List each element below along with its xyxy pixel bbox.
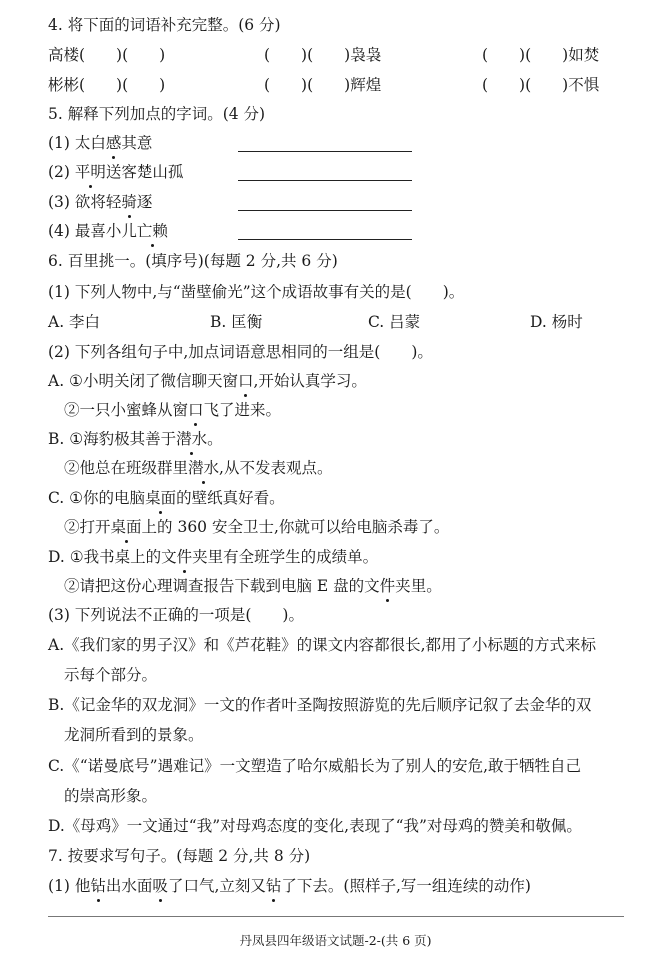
q4-heading: 4. 将下面的词语补充完整。(6 分) <box>48 16 281 34</box>
q6-s2-option-a-2 <box>64 399 281 421</box>
q5-item-4-dotted: 亡赖 <box>136 222 168 240</box>
q6-s2-d2-post: 里。 <box>410 577 442 595</box>
q6-s2-a2-post: 飞了进来。 <box>203 401 282 419</box>
q4-item-4: 彬彬( )( ) <box>48 76 166 94</box>
q7-heading: 7. 按要求写句子。(每题 2 分,共 8 分) <box>48 847 311 865</box>
q6-s1-option-a: A. 李白 <box>48 313 101 331</box>
q6-s2-d2-pre: ②请把这份心理调查报告下载到电脑 E 盘的 <box>64 577 365 595</box>
q4-item-2: ( )( )袅袅 <box>264 46 382 64</box>
q5-item-1-dotted: 感 <box>105 134 122 152</box>
q6-s3-option-c-2: 的崇高形象。 <box>64 787 158 805</box>
q5-answer-line-2[interactable] <box>238 180 412 181</box>
q6-s2-option-b-1 <box>48 428 223 450</box>
q6-s2-option-a-1 <box>48 370 367 392</box>
q7-s1-mid-1: 出水面 <box>105 877 153 895</box>
q6-s2-option-b-2 <box>64 457 332 479</box>
q5-item-2-post: 送客楚山孤 <box>105 163 184 181</box>
q6-s2-c2-post: 上的 360 安全卫士,你就可以给电脑杀毒了。 <box>141 518 450 536</box>
q4-item-5: ( )( )辉煌 <box>264 76 382 94</box>
q5-item-3 <box>48 191 152 213</box>
q6-s1-option-b: B. 匡衡 <box>210 313 263 331</box>
q5-item-2 <box>48 161 183 183</box>
q6-s2-b2-pre: ②他总在班级群里 <box>64 459 189 477</box>
q7-s1 <box>48 875 531 897</box>
q6-s2-option-d-1 <box>48 546 378 568</box>
q6-s3-option-a-2: 示每个部分。 <box>64 666 158 684</box>
q6-s2-a1-dotted: 口 <box>237 372 254 390</box>
q6-s2-question: (2) 下列各组句子中,加点词语意思相同的一组是( )。 <box>48 343 433 361</box>
q5-item-1-pre: (1) 太白 <box>48 134 106 152</box>
q6-s2-b1-pre: B. ①海豹极其善于 <box>48 430 177 448</box>
q6-s2-a2-pre: ②一只小蜜蜂从窗 <box>64 401 189 419</box>
q5-item-4-pre: (4) 最喜小儿 <box>48 222 137 240</box>
q5-item-2-pre: (2) <box>48 163 75 181</box>
q6-s2-c2-pre: ②打开 <box>64 518 111 536</box>
q6-s2-d1-pre: D. ①我书桌上的 <box>48 548 162 566</box>
q5-item-4 <box>48 220 168 242</box>
q5-item-1-post: 其意 <box>121 134 153 152</box>
q6-s1-question: (1) 下列人物中,与“凿壁偷光”这个成语故事有关的是( )。 <box>48 283 465 301</box>
q6-s2-b2-dotted: 潜水 <box>188 459 220 477</box>
q5-heading: 5. 解释下列加点的字词。(4 分) <box>48 105 266 123</box>
page-footer: 丹凤县四年级语文试题-2-(共 6 页) <box>239 933 432 948</box>
q5-item-3-dotted: 骑 <box>121 193 137 211</box>
q5-answer-line-4[interactable] <box>238 239 412 240</box>
q5-item-3-post: 逐 <box>136 193 153 211</box>
q7-s1-dotted-1: 钻 <box>90 877 106 895</box>
q6-s2-d2-dotted: 文件夹 <box>364 577 411 595</box>
q5-item-2-dotted: 平明 <box>74 163 106 181</box>
q7-s1-dotted-3: 钻 <box>265 877 282 895</box>
q6-s2-a2-dotted: 口 <box>188 401 204 419</box>
q7-s1-pre: (1) 他 <box>48 877 91 895</box>
q6-s2-option-c-2 <box>64 516 449 538</box>
footer-divider <box>48 916 624 917</box>
q6-s3-question: (3) 下列说法不正确的一项是( )。 <box>48 606 304 624</box>
q4-item-3: ( )( )如焚 <box>482 46 600 64</box>
q6-s2-b2-post: ,从不发表观点。 <box>219 459 333 477</box>
q6-s1-option-c: C. 吕蒙 <box>368 313 421 331</box>
q4-item-1: 高楼( )( ) <box>48 46 166 64</box>
q5-answer-line-3[interactable] <box>238 210 412 211</box>
q6-s1-option-d: D. 杨时 <box>530 313 583 331</box>
q6-s3-option-b-1: B.《记金华的双龙洞》一文的作者叶圣陶按照游览的先后顺序记叙了去金华的双 <box>48 696 592 714</box>
q6-s2-option-d-2 <box>64 575 442 597</box>
q5-answer-line-1[interactable] <box>238 151 412 152</box>
q4-item-6: ( )( )不惧 <box>482 76 600 94</box>
q7-s1-dotted-2: 吸 <box>152 877 168 895</box>
q6-s2-a1-post: ,开始认真学习。 <box>253 372 367 390</box>
q6-s2-option-c-1 <box>48 487 285 509</box>
q7-s1-mid-2: 了口气,立刻又 <box>167 877 266 895</box>
q6-s3-option-c-1: C.《“诺曼底号”遇难记》一文塑造了哈尔威船长为了别人的安危,敢于牺牲自己 <box>48 757 582 775</box>
q6-s2-a1-pre: A. ①小明关闭了微信聊天窗 <box>48 372 238 390</box>
q6-s2-c1-post: 的壁纸真好看。 <box>176 489 285 507</box>
q7-s1-post: 了下去。(照样子,写一组连续的动作) <box>281 877 531 895</box>
q6-s3-option-d: D.《母鸡》一文通过“我”对母鸡态度的变化,表现了“我”对母鸡的赞美和敬佩。 <box>48 817 582 835</box>
q6-s3-option-b-2: 龙洞所看到的景象。 <box>64 726 204 744</box>
q6-s2-d1-post: 里有全班学生的成绩单。 <box>207 548 379 566</box>
q6-s2-b1-post: 。 <box>207 430 223 448</box>
q5-item-3-pre: (3) 欲将轻 <box>48 193 122 211</box>
q6-heading: 6. 百里挑一。(填序号)(每题 2 分,共 6 分) <box>48 252 338 270</box>
q5-item-1 <box>48 132 152 154</box>
q6-s2-d1-dotted: 文件夹 <box>161 548 208 566</box>
q6-s2-c1-pre: C. ①你的电脑 <box>48 489 146 507</box>
q6-s3-option-a-1: A.《我们家的男子汉》和《芦花鞋》的课文内容都很长,都用了小标题的方式来标 <box>48 636 597 654</box>
q6-s2-c2-dotted: 桌面 <box>110 518 142 536</box>
q6-s2-c1-dotted: 桌面 <box>145 489 177 507</box>
q6-s2-b1-dotted: 潜水 <box>176 430 208 448</box>
